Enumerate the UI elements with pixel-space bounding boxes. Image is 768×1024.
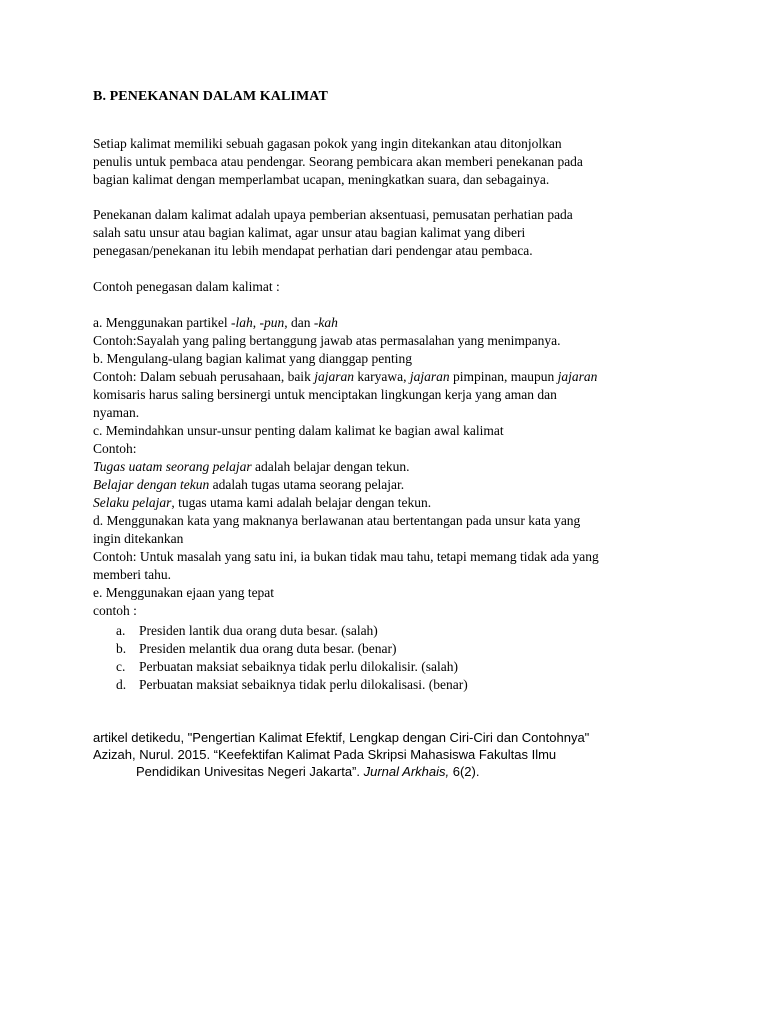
list-item-text: Perbuatan maksiat sebaiknya tidak perlu dilokalisir. (salah) [139, 659, 459, 674]
paragraph-line: Penekanan dalam kalimat adalah upaya pemberian aksentuasi, pemusatan perhatian pada [93, 207, 573, 222]
examples-intro: Contoh penegasan dalam kalimat : [93, 279, 280, 294]
method-d-example-cont: memberi tahu. [93, 567, 171, 582]
method-e-contoh: contoh : [93, 603, 137, 618]
section-heading: B. PENEKANAN DALAM KALIMAT [93, 89, 328, 104]
paragraph-line: salah satu unsur atau bagian kalimat, agar unsur atau bagian kalimat yang diberi [93, 225, 526, 240]
method-b-example: Contoh: Dalam sebuah perusahaan, baik jajaran karyawa, jajaran pimpinan, maupun jajaran [93, 369, 598, 384]
paragraph-line: penegasan/penekanan itu lebih mendapat perhatian dari pendengar atau pembaca. [93, 243, 533, 258]
method-b-example-cont: nyaman. [93, 405, 140, 420]
method-c-example: Selaku pelajar, tugas utama kami adalah belajar dengan tekun. [93, 495, 432, 510]
list-item [93, 676, 693, 694]
list-item [93, 640, 693, 658]
paragraph-intro [93, 135, 683, 189]
list-marker: c. [116, 659, 126, 674]
list-marker: a. [116, 623, 126, 638]
emphasis-methods [93, 314, 693, 620]
reference-entry: Azizah, Nurul. 2015. “Keefektifan Kalimat Pada Skripsi Mahasiswa Fakultas Ilmu [93, 747, 557, 762]
method-a-example: Contoh:Sayalah yang paling bertanggung jawab atas permasalahan yang menimpanya. [93, 333, 561, 348]
list-item [93, 622, 693, 640]
method-c-contoh: Contoh: [93, 441, 137, 456]
reference-entry: artikel detikedu, "Pengertian Kalimat Efektif, Lengkap dengan Ciri-Ciri dan Contohnya" [93, 730, 590, 745]
method-c-example: Tugas uatam seorang pelajar adalah belajar dengan tekun. [93, 459, 410, 474]
method-e-title: e. Menggunakan ejaan yang tepat [93, 585, 275, 600]
method-c-example: Belajar dengan tekun adalah tugas utama seorang pelajar. [93, 477, 405, 492]
paragraph-line: Setiap kalimat memiliki sebuah gagasan pokok yang ingin ditekankan atau ditonjolkan [93, 136, 562, 151]
method-c-title: c. Memindahkan unsur-unsur penting dalam kalimat ke bagian awal kalimat [93, 423, 504, 438]
list-item-text: Presiden lantik dua orang duta besar. (salah) [139, 623, 378, 638]
list-item-text: Perbuatan maksiat sebaiknya tidak perlu dilokalisasi. (benar) [139, 677, 468, 692]
method-d-example: Contoh: Untuk masalah yang satu ini, ia bukan tidak mau tahu, tetapi memang tidak ada yang [93, 549, 599, 564]
list-item-text: Presiden melantik dua orang duta besar. (benar) [139, 641, 397, 656]
list-item [93, 658, 693, 676]
journal-title: Jurnal Arkhais, [363, 764, 450, 779]
list-marker: b. [116, 641, 127, 656]
references [93, 729, 693, 780]
paragraph-line: penulis untuk pembaca atau pendengar. Seorang pembicara akan memberi penekanan pada [93, 154, 583, 169]
spelling-examples-list [93, 622, 693, 694]
method-d-title-cont: ingin ditekankan [93, 531, 184, 546]
paragraph-line: bagian kalimat dengan memperlambat ucapan, meningkatkan suara, dan sebagainya. [93, 172, 550, 187]
list-marker: d. [116, 677, 127, 692]
method-b-example-cont: komisaris harus saling bersinergi untuk menciptakan lingkungan kerja yang aman dan [93, 387, 557, 402]
method-a-title: a. Menggunakan partikel -lah, -pun, dan -kah [93, 315, 338, 330]
reference-entry-cont: Pendidikan Univesitas Negeri Jakarta”. Jurnal Arkhais, 6(2). [136, 764, 480, 779]
method-d-title: d. Menggunakan kata yang maknanya berlawanan atau bertentangan pada unsur kata yang [93, 513, 581, 528]
paragraph-definition [93, 206, 683, 260]
method-b-title: b. Mengulang-ulang bagian kalimat yang dianggap penting [93, 351, 413, 366]
